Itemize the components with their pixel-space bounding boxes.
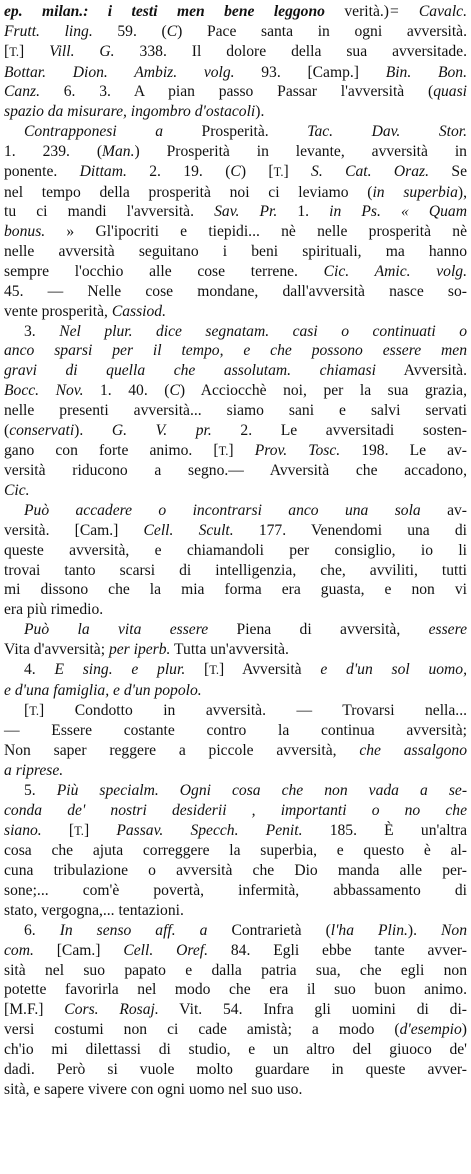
text-line: versi costumi non ci cade amistà; a modo (d'esempio) xyxy=(4,1021,467,1039)
text-line: a riprese. xyxy=(4,762,64,780)
text-line: ch'io mi dilettassi di studio, e un altro del giuoco de' xyxy=(4,1040,467,1058)
text-line: Bottar. Dion. Ambiz. volg. 93. [Camp.] Bin. Bon. xyxy=(4,63,467,81)
text-line: vente prosperità, Cassiod. xyxy=(4,302,166,320)
text-line: bonus. » Gl'ipocriti e tiepidi... nè nelle prosperità nè xyxy=(4,223,467,241)
text-line: 6. In senso aff. a Contrarietà (l'ha Plin.). Non xyxy=(24,921,467,939)
text-line: siano. [T.] Passav. Specch. Penit. 185. È un'altra xyxy=(4,821,467,839)
text-line: sone;... com'è povertà, infermità, abbassamento di xyxy=(4,882,467,900)
text-line: anco sparsi per il tempo, e che possono essere men xyxy=(4,342,467,360)
text-line: cosa che ajuta correggere la superbia, e questo è al- xyxy=(4,842,467,860)
text-line: cuna tribulazione o avversità che Dio manda alle per- xyxy=(4,862,467,880)
text-line: — Essere costante contro la continua avversità; xyxy=(4,722,467,740)
text-line: versità riducono a segno.— Avversità che accadono, xyxy=(4,462,467,480)
text-line: nelle presenti avversità... siamo sani e salvi servati xyxy=(4,401,467,419)
text-line: 5. Più specialm. Ogni cosa che non vada a se- xyxy=(24,781,468,799)
text-line: Canz. 6. 3. A pian passo Passar l'avversità (quasi xyxy=(4,83,467,101)
text-line: Frutt. ling. 59. (C) Pace santa in ogni avversità. xyxy=(4,22,468,40)
text-line: [T.] Condotto in avversità. — Trovarsi nella... xyxy=(24,701,467,719)
text-line: trovai tanto scarsi di intelligenzia, che, avviliti, tutti xyxy=(4,561,467,579)
text-line: 3. Nel plur. dice segnatam. casi o continuati o xyxy=(24,322,467,340)
text-line: Può accadere o incontrarsi anco una sola av- xyxy=(24,502,467,520)
text-line: gano con forte animo. [T.] Prov. Tosc. 198. Le av- xyxy=(4,441,467,459)
text-line: spazio da misurare, ingombro d'ostacoli). xyxy=(4,103,265,121)
text-line: ep. milan.: i testi men bene leggono verità.)= Cavalc. xyxy=(4,3,467,20)
text-line: com. [Cam.] Cell. Oref. 84. Egli ebbe tante avver- xyxy=(4,941,467,959)
text-line: Bocc. Nov. 1. 40. (C) Acciocchè noi, per la sua grazia, xyxy=(4,382,467,400)
text-line: 4. E sing. e plur. [T.] Avversità e d'un sol uomo, xyxy=(24,660,468,678)
text-line: [M.F.] Cors. Rosaj. Vit. 54. Infra gli uomini di di- xyxy=(4,1001,467,1019)
text-line: Non saper reggere a piccole avversità, che assalgono xyxy=(4,742,468,760)
text-line: nelle avversità seguitano i beni spirituali, ma hanno xyxy=(4,243,467,261)
text-line: tu ci mandi l'avversità. Sav. Pr. 1. in Ps. « Quam xyxy=(4,203,467,221)
text-line: ponente. Dittam. 2. 19. (C) [T.] S. Cat. Oraz. Se xyxy=(4,162,468,180)
text-line: Vita d'avversità; per iperb. Tutta un'avversità. xyxy=(4,641,289,658)
text-line: sità, e sapere vivere con ogni uomo nel suo uso. xyxy=(4,1080,303,1098)
text-line: Può la vita essere Piena di avversità, essere xyxy=(24,621,467,639)
text-line: conda de' nostri desiderii , importanti o no che xyxy=(4,801,467,819)
text-line: (conservati). G. V. pr. 2. Le avversitadi sosten- xyxy=(4,421,468,439)
text-line: stato, vergogna,... tentazioni. xyxy=(4,901,184,919)
text-line: e d'una famiglia, e d'un popolo. xyxy=(4,681,202,699)
text-line: era più rimedio. xyxy=(4,601,104,619)
text-line: nel tempo della prosperità noi ci leviamo (in superbia), xyxy=(4,183,468,201)
text-line: potette favorirla nel modo che era il suo buon animo. xyxy=(4,981,467,999)
text-line: Contrapponesi a Prosperità. Tac. Dav. Stor. xyxy=(24,123,467,141)
text-line: mi dissono che la mia forma era guasta, e non vi xyxy=(4,581,467,599)
text-line: versità. [Cam.] Cell. Scult. 177. Venendomi una di xyxy=(4,521,467,539)
text-line: sempre l'occhio alle cose terrene. Cic. Amic. volg. xyxy=(4,262,467,280)
text-line: 1. 239. (Man.) Prosperità in levante, avversità in xyxy=(4,142,467,160)
text-line: Cic. xyxy=(4,482,30,500)
text-line: dadi. Però si vuole molto guardare in queste avver- xyxy=(4,1060,467,1078)
text-line: [T.] Vill. G. 338. Il dolore della sua avversitade. xyxy=(4,42,467,60)
text-line: queste avversità, e chiamandoli per consiglio, io li xyxy=(4,541,467,559)
text-line: sità nel suo papato e dalla patria sua, che egli non xyxy=(4,961,467,979)
text-line: 45. — Nelle cose mondane, dall'avversità nasce so- xyxy=(4,282,467,300)
text-line: gravi di quella che assolutam. chiamasi Avversità. xyxy=(4,362,468,380)
